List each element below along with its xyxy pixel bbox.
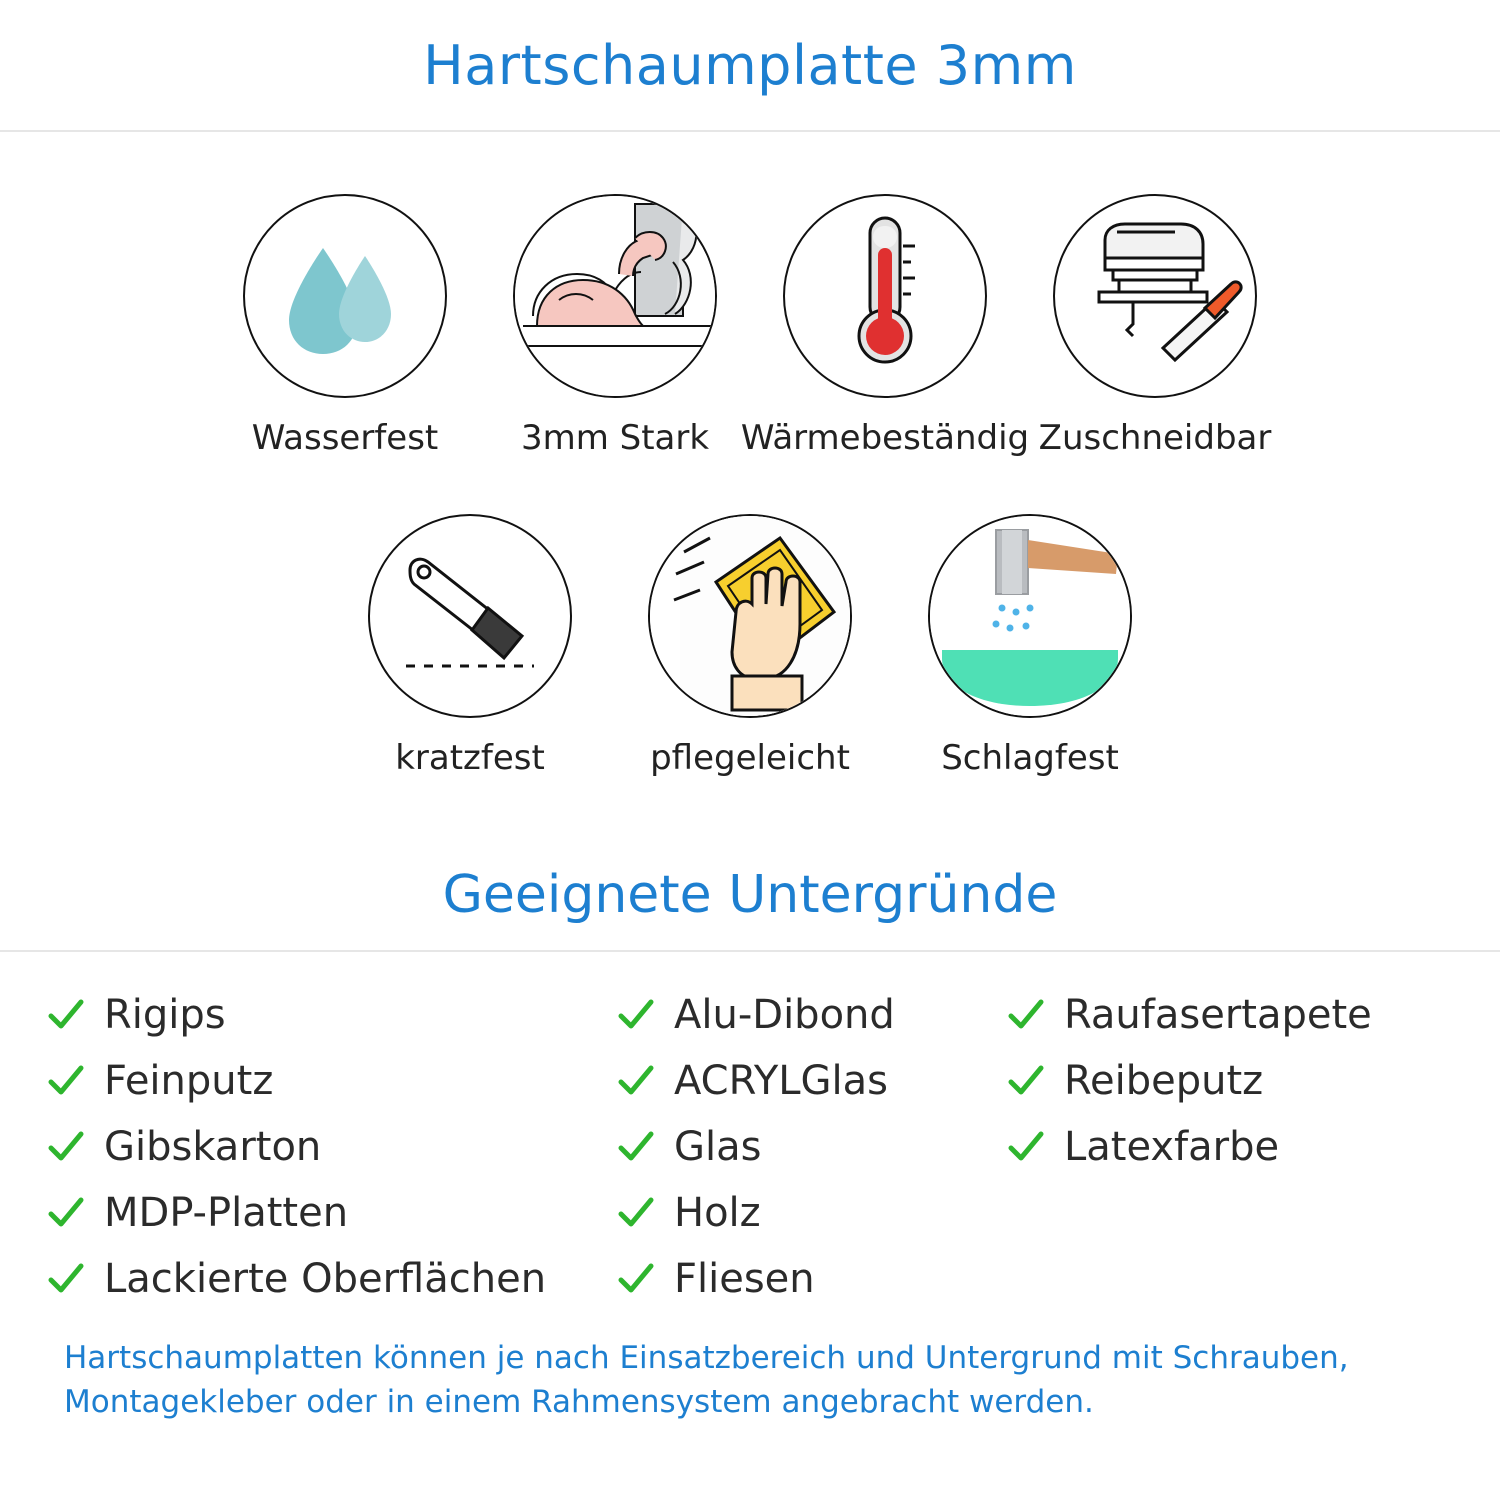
list-item-label: Reibeputz [1064, 1058, 1264, 1104]
substrates-list [0, 952, 1500, 1308]
list-item [46, 1052, 616, 1110]
hammer-impact-icon [930, 516, 1130, 716]
list-item-label: Rigips [104, 992, 226, 1038]
substrates-title: Geeignete Untergründe [442, 865, 1058, 925]
list-item-label: Raufasertapete [1064, 992, 1372, 1038]
check-icon [46, 1193, 86, 1233]
check-icon [616, 1193, 656, 1233]
list-item-label: Gibskarton [104, 1124, 322, 1170]
list-item [46, 1250, 616, 1308]
feature-label: pflegeleicht [650, 738, 850, 778]
substrates-header [0, 840, 1500, 952]
list-item [616, 986, 1006, 1044]
jigsaw-cutter-icon [1055, 196, 1255, 396]
feature-icon-circle [783, 194, 987, 398]
substrate-column-3 [1006, 986, 1426, 1308]
check-icon [616, 1127, 656, 1167]
list-item-label: ACRYLGlas [674, 1058, 889, 1104]
feature-label: Zuschneidbar [1038, 418, 1272, 458]
feature-label: Schlagfest [941, 738, 1119, 778]
list-item-label: MDP-Platten [104, 1190, 349, 1236]
feature-icon-circle [1053, 194, 1257, 398]
feature-schlagfest [890, 514, 1170, 778]
strong-arm-icon [515, 196, 715, 396]
feature-label: Wasserfest [251, 418, 439, 458]
feature-wasserfest [210, 194, 480, 458]
page-title: Hartschaumplatte 3mm [423, 33, 1077, 97]
list-item-label: Lackierte Oberflächen [104, 1256, 547, 1302]
feature-row-2 [0, 514, 1500, 778]
check-icon [616, 1259, 656, 1299]
feature-icon-circle [928, 514, 1132, 718]
water-drops-icon [245, 196, 445, 396]
feature-label: kratzfest [395, 738, 545, 778]
feature-label: 3mm Stark [520, 418, 710, 458]
list-item-label: Alu-Dibond [674, 992, 895, 1038]
header [0, 0, 1500, 132]
list-item-label: Glas [674, 1124, 762, 1170]
check-icon [46, 1127, 86, 1167]
list-item [1006, 1118, 1426, 1176]
check-icon [1006, 995, 1046, 1035]
list-item-label: Holz [674, 1190, 761, 1236]
check-icon [1006, 1061, 1046, 1101]
check-icon [46, 1259, 86, 1299]
list-item [616, 1118, 1006, 1176]
feature-pflegeleicht [610, 514, 890, 778]
list-item [1006, 1052, 1426, 1110]
check-icon [616, 1061, 656, 1101]
substrate-column-2 [616, 986, 1006, 1308]
feature-label: Wärmebeständig [740, 418, 1030, 458]
list-item [46, 1184, 616, 1242]
feature-icon-circle [513, 194, 717, 398]
feature-icon-circle [368, 514, 572, 718]
feature-row-1 [0, 194, 1500, 458]
list-item [1006, 986, 1426, 1044]
feature-icon-circle [648, 514, 852, 718]
list-item [616, 1184, 1006, 1242]
substrate-column-1 [46, 986, 616, 1308]
list-item [616, 1250, 1006, 1308]
list-item [616, 1052, 1006, 1110]
hand-cloth-icon [650, 516, 850, 716]
list-item-label: Feinputz [104, 1058, 274, 1104]
check-icon [46, 1061, 86, 1101]
feature-3mm-stark [480, 194, 750, 458]
feature-kratzfest [330, 514, 610, 778]
feature-waermebestaendig [740, 194, 1030, 458]
thermometer-icon [785, 196, 985, 396]
feature-zuschneidbar [1020, 194, 1290, 458]
feature-section [0, 132, 1500, 778]
feature-icon-circle [243, 194, 447, 398]
check-icon [616, 995, 656, 1035]
footnote: Hartschaumplatten können je nach Einsatzbereich und Untergrund mit Schrauben, Montagekleber oder in einem Rahmensystem angebracht werden. [64, 1340, 1349, 1421]
knife-scratch-icon [370, 516, 570, 716]
check-icon [1006, 1127, 1046, 1167]
check-icon [46, 995, 86, 1035]
list-item [46, 1118, 616, 1176]
list-item-label: Fliesen [674, 1256, 815, 1302]
list-item-label: Latexfarbe [1064, 1124, 1280, 1170]
list-item [46, 986, 616, 1044]
